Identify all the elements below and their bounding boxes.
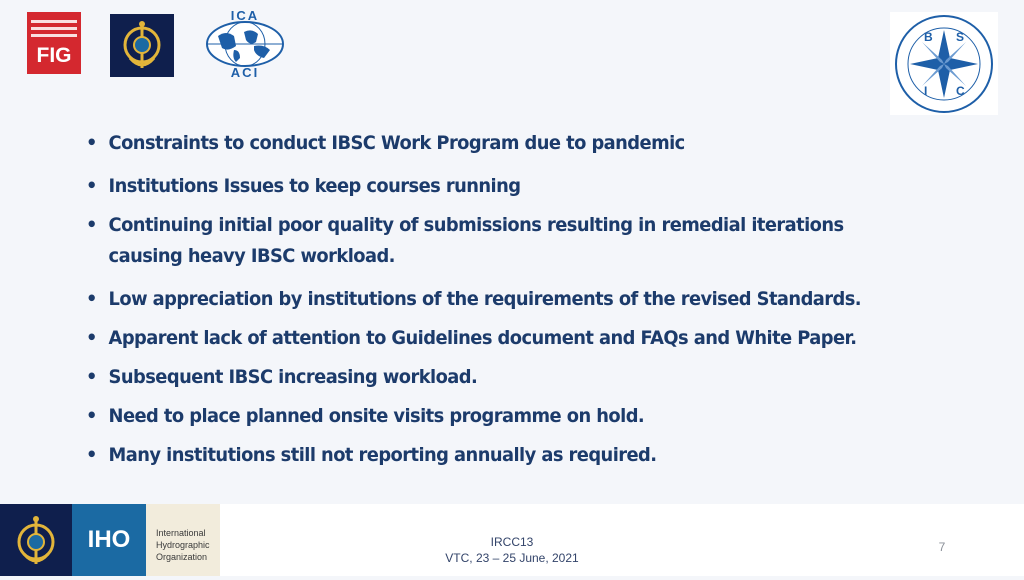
iho-emblem-logo (110, 14, 174, 77)
ica-logo (204, 10, 286, 78)
footer-iho-name (146, 504, 220, 576)
footer-iho-name-line: Hydrographic (156, 540, 210, 550)
bullet-text: Many institutions still not reporting annually as required. (108, 444, 657, 466)
footer-event-info (412, 534, 612, 566)
bullet-dot-icon: • (86, 327, 97, 349)
bullet-text: Institutions Issues to keep courses running (108, 175, 521, 197)
bullet-dot-icon: • (86, 175, 97, 197)
footer-iho-abbr: IHO (72, 504, 146, 576)
footer-event-name: IRCC13 (490, 535, 534, 549)
bullet-text: Constraints to conduct IBSC Work Program due to pandemic (108, 132, 685, 154)
fig-logo (27, 12, 81, 74)
ibsc-logo (890, 12, 998, 115)
footer-event-dates: VTC, 23 – 25 June, 2021 (445, 551, 579, 565)
bullet-item (86, 401, 983, 432)
ibsc-letter-b: B (924, 30, 933, 44)
anchor-emblem-icon (110, 14, 174, 77)
page-number: 7 (938, 540, 946, 554)
bullet-item (86, 323, 983, 354)
bullet-list (86, 128, 966, 483)
bullet-text: Apparent lack of attention to Guidelines document and FAQs and White Paper. (108, 327, 857, 349)
footer-iho-name-line: Organization (156, 552, 208, 562)
footer-iho-logo (0, 504, 220, 576)
bullet-text: Continuing initial poor quality of submissions resulting in remedial iterations causing heavy IBSC workload. (108, 214, 844, 267)
footer-iho-name-line: International (156, 528, 206, 538)
ica-logo-top-text: ICA (230, 8, 260, 23)
bullet-dot-icon: • (86, 405, 97, 427)
bullet-dot-icon: • (86, 132, 97, 154)
ibsc-letter-i: I (924, 84, 928, 98)
bullet-text: Need to place planned onsite visits programme on hold. (108, 405, 645, 427)
ica-logo-bottom-text: ACI (230, 65, 260, 80)
bullet-item (86, 128, 983, 159)
bullet-item (86, 210, 917, 272)
ibsc-letter-s: S (956, 30, 965, 44)
bullet-text: Low appreciation by institutions of the requirements of the revised Standards. (108, 288, 862, 310)
bullet-dot-icon: • (86, 288, 97, 310)
bullet-dot-icon: • (86, 366, 97, 388)
fig-logo-text: FIG (36, 44, 72, 67)
bullet-item (86, 171, 983, 202)
bullet-item (86, 362, 983, 393)
bullet-dot-icon: • (86, 444, 97, 466)
bullet-text: Subsequent IBSC increasing workload. (108, 366, 478, 388)
ibsc-letter-c: C (956, 84, 965, 98)
bullet-item (86, 284, 983, 315)
footer-iho-emblem (0, 504, 72, 576)
anchor-emblem-icon (0, 504, 72, 576)
bullet-item (86, 440, 983, 471)
bullet-dot-icon: • (86, 214, 97, 236)
compass-rose-icon (890, 12, 998, 115)
fig-stripes-icon (31, 18, 77, 40)
